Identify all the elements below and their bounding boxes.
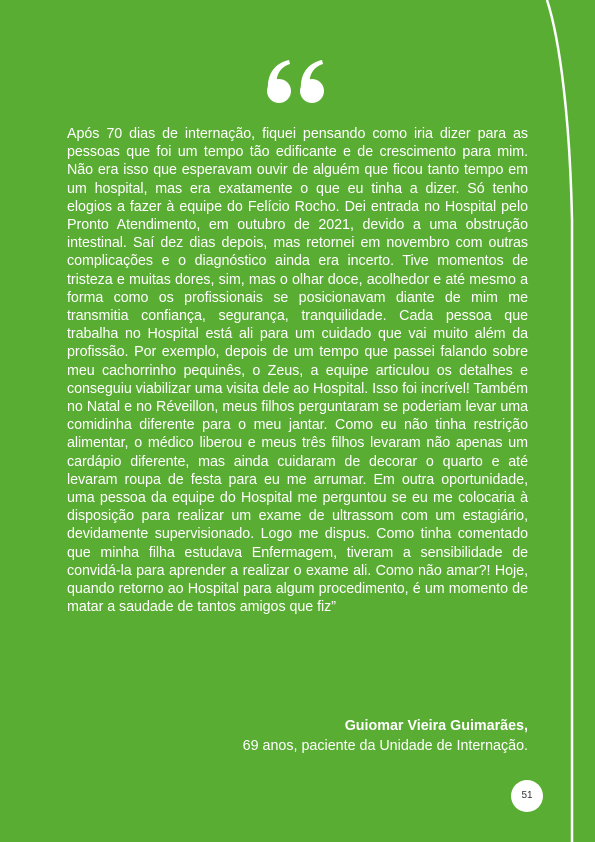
attribution — [243, 716, 528, 756]
testimonial-body: Após 70 dias de internação, fiquei pensando como iria dizer para as pessoas que foi um tempo tão edificante e de crescimento para mim. Não era isso que esperavam ouvir de alguém que ficou tanto tempo em um hospital, mas era exatamente o que eu tinha a dizer. Só tenho elogios a fazer à equipe do Felício Rocho. Dei entrada no Hospital pelo Pronto Atendimento, em outubro de 2021, devido a uma obstrução intestinal. Saí dez dias depois, mas retornei em novembro com outras complicações e o diagnóstico ainda era incerto. Tive momentos de tristeza e muitas dores, sim, mas o olhar doce, acolhedor e até mesmo a forma como os profissionais se posicionavam diante de mim me transmitia confiança, segurança, tranquilidade. Cada pessoa que trabalha no Hospital está ali para um cuidado que vai muito além da profissão. Por exemplo, depois de um tempo que passei falando sobre meu cachorrinho pequinês, o Zeus, a equipe articulou os detalhes e conseguiu viabilizar uma visita dele ao Hospital. Isso foi incrível! Também no Natal e no Réveillon, meus filhos perguntaram se poderiam levar uma comidinha diferente para o meu jantar. Como eu não tinha restrição alimentar, o médico liberou e meus três filhos levaram não apenas um cardápio diferente, mas ainda cuidaram de decorar o quarto e até levaram roupa de festa para eu me arrumar. Em outra oportunidade, uma pessoa da equipe do Hospital me perguntou se eu me colocaria à disposição para realizar um exame de ultrassom com um estagiário, devidamente supervisionado. Logo me dispus. Como tinha comentado que minha filha estudava Enfermagem, tiveram a sensibilidade de convidá-la para aprender a realizar o exame ali. Como não amar?! Hoje, quando retorno ao Hospital para algum procedimento, é um momento de matar a saudade de tantos amigos que fiz” — [67, 126, 528, 616]
page-number-badge: 51 — [511, 780, 543, 812]
quote-open-icon — [265, 58, 329, 106]
author-name: Guiomar Vieira Guimarães, — [344, 718, 528, 734]
author-description: 69 anos, paciente da Unidade de Internação. — [242, 738, 528, 754]
